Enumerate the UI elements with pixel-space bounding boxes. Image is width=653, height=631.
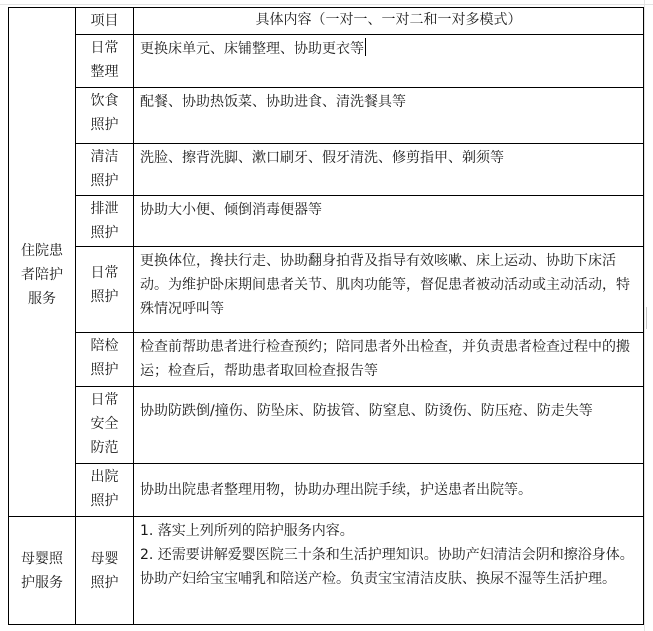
table-row [9,88,644,144]
page-margin-marker [646,307,653,329]
item-line: 日常 [90,392,119,408]
content-cell: 协助大小便、倾倒消毒便器等 [134,196,644,247]
table-row [9,247,644,333]
item-cell [76,517,134,625]
service-table [8,7,644,625]
content-cell [134,517,644,625]
content-cell: 协助出院患者整理用物，协助办理出院手续，护送患者出院等。 [134,464,644,517]
content-line: 1. 落实上列所列的陪护服务内容。 [140,523,354,539]
item-cell [76,35,134,88]
content-line: 2. 还需要讲解爱婴医院三十条和生活护理知识。协助产妇清洁会阴和擦浴身体。协助产妇给宝宝哺乳和陪送产检。负责宝宝清洁皮肤、换尿不湿等生活护理。 [140,547,634,587]
header-content: 具体内容（一对一、一对二和一对多模式） [134,8,644,35]
table-row [9,35,644,88]
item-line: 出院 [90,469,119,485]
item-line: 日常 [90,265,119,281]
category-line: 者陪护 [21,267,63,284]
category-line: 住院患 [21,243,63,260]
table-row [9,144,644,196]
item-line: 照护 [90,289,119,305]
content-text: 更换床单元、床铺整理、协助更衣等 [140,41,364,57]
content-cell[interactable] [134,35,644,88]
header-blank-cell [9,8,76,35]
content-cell: 更换体位，搀扶行走、协助翻身拍背及指导有效咳嗽、床上运动、协助下床活动。为维护卧床期间患者关节、肌肉功能等，督促患者被动活动或主动活动，特殊情况呼叫等 [134,247,644,333]
item-line: 整理 [90,64,119,80]
item-cell [76,247,134,333]
table-row [9,517,644,625]
table-row [9,196,644,247]
table-header-row [9,8,644,35]
table-row [9,464,644,517]
item-line: 照护 [90,574,119,591]
item-line: 饮食 [90,93,119,109]
item-cell [76,333,134,387]
item-cell [76,88,134,144]
header-item: 项目 [76,8,134,35]
item-line: 照护 [90,117,119,133]
item-line: 日常 [90,40,119,56]
item-line: 照护 [90,362,119,378]
item-line: 母婴 [90,550,119,567]
item-cell [76,144,134,196]
item-cell [76,464,134,517]
item-line: 清洁 [90,149,119,165]
table-row [9,387,644,464]
category-line: 母婴照 [21,550,63,567]
item-line: 照护 [90,173,119,189]
category-cell-maternal [9,517,76,625]
item-line: 照护 [90,225,119,241]
content-cell: 协助防跌倒/撞伤、防坠床、防拔管、防窒息、防烫伤、防压疮、防走失等 [134,387,644,464]
item-line: 排泄 [90,201,119,217]
item-cell [76,196,134,247]
table-row [9,333,644,387]
content-cell: 检查前帮助患者进行检查预约；陪同患者外出检查，并负责患者检查过程中的搬运；检查后，帮助患者取回检查报告等 [134,333,644,387]
item-line: 防范 [90,440,119,456]
page-edge-line [0,4,653,5]
text-cursor [365,38,366,56]
item-line: 陪检 [90,338,119,354]
item-cell [76,387,134,464]
category-cell-inpatient [9,35,76,517]
category-line: 护服务 [21,574,63,591]
content-cell: 洗脸、擦背洗脚、漱口刷牙、假牙清洗、修剪指甲、剃须等 [134,144,644,196]
category-line: 服务 [28,291,56,308]
item-line: 安全 [90,416,119,432]
page-margin-line [644,0,645,631]
content-cell: 配餐、协助热饭菜、协助进食、清洗餐具等 [134,88,644,144]
item-line: 照护 [90,493,119,509]
